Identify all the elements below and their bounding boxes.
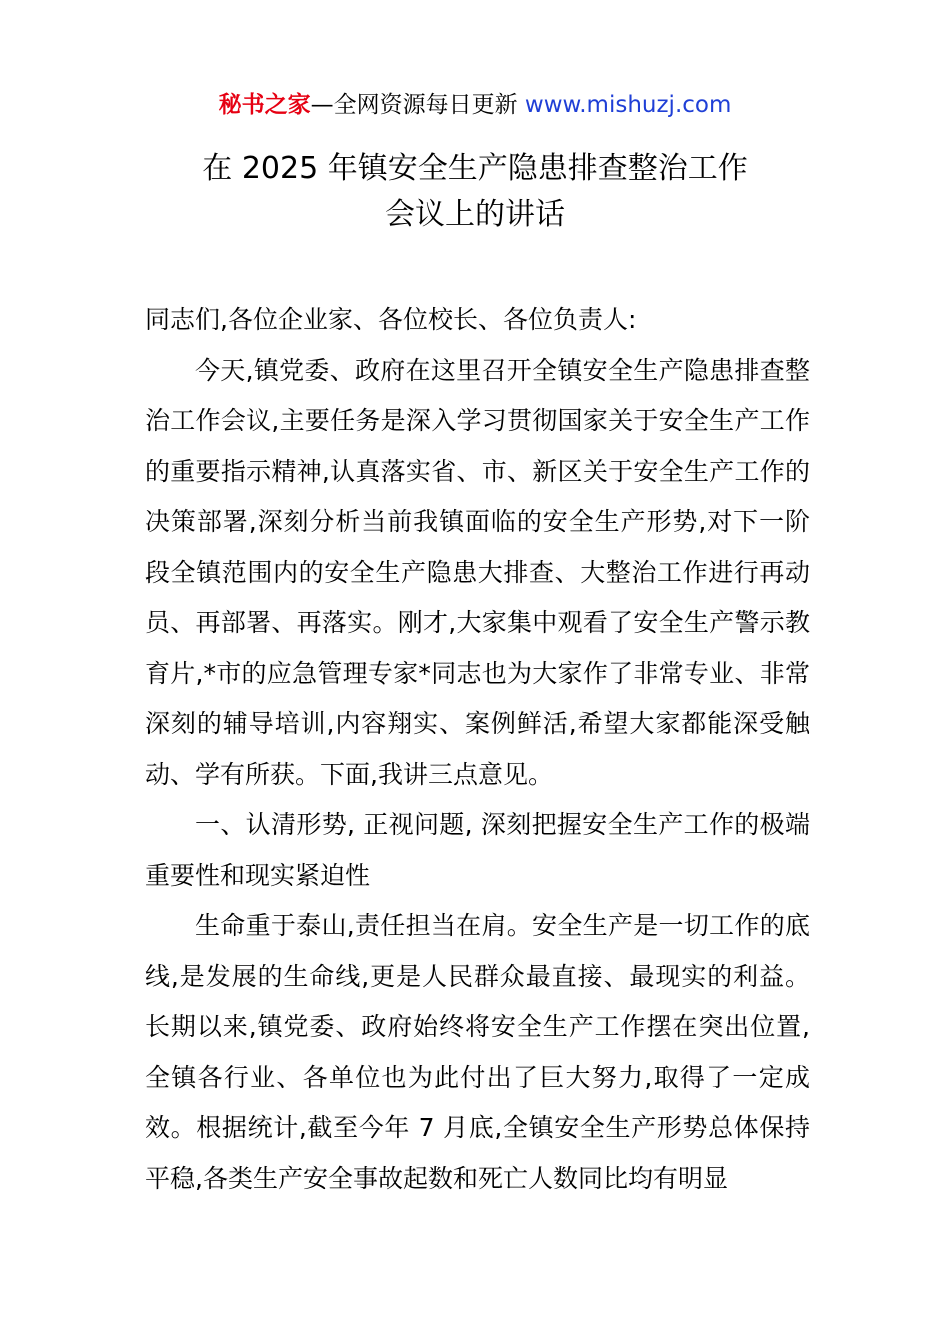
document-title bbox=[0, 146, 950, 238]
salutation: 同志们,各位企业家、各位校长、各位负责人: bbox=[145, 305, 637, 334]
site-header bbox=[0, 88, 950, 122]
title-line-2: 会议上的讲话 bbox=[385, 197, 565, 232]
brand-name: 秘书之家 bbox=[218, 92, 311, 118]
section-heading-1: 一、认清形势, 正视问题, 深刻把握安全生产工作的极端重要性和现实紧迫性 bbox=[145, 810, 810, 890]
title-line-1: 在 2025 年镇安全生产隐患排查整治工作 bbox=[202, 151, 748, 186]
site-url-link[interactable]: www.mishuzj.com bbox=[517, 92, 732, 118]
header-tagline: —全网资源每日更新 bbox=[310, 92, 518, 118]
document-body bbox=[145, 295, 810, 1204]
paragraph-intro: 今天,镇党委、政府在这里召开全镇安全生产隐患排查整治工作会议,主要任务是深入学习贯彻国家关于安全生产工作的重要指示精神,认真落实省、市、新区关于安全生产工作的决策部署,深刻分析当前我镇面临的安全生产形势,对下一阶段全镇范围内的安全生产隐患大排查、大整治工作进行再动员、再部署、再落实。刚才,大家集中观看了安全生产警示教育片,*市的应急管理专家*同志也为大家作了非常专业、非常深刻的辅导培训,内容翔实、案例鲜活,希望大家都能深受触动、学有所获。下面,我讲三点意见。 bbox=[145, 355, 810, 789]
paragraph-situation: 生命重于泰山,责任担当在肩。安全生产是一切工作的底线,是发展的生命线,更是人民群众最直接、最现实的利益。长期以来,镇党委、政府始终将安全生产工作摆在突出位置,全镇各行业、各单位也为此付出了巨大努力,取得了一定成效。根据统计,截至今年 7 月底,全镇安全生产形势总体保持平稳,各类生产安全事故起数和死亡人数同比均有明显 bbox=[145, 911, 810, 1193]
